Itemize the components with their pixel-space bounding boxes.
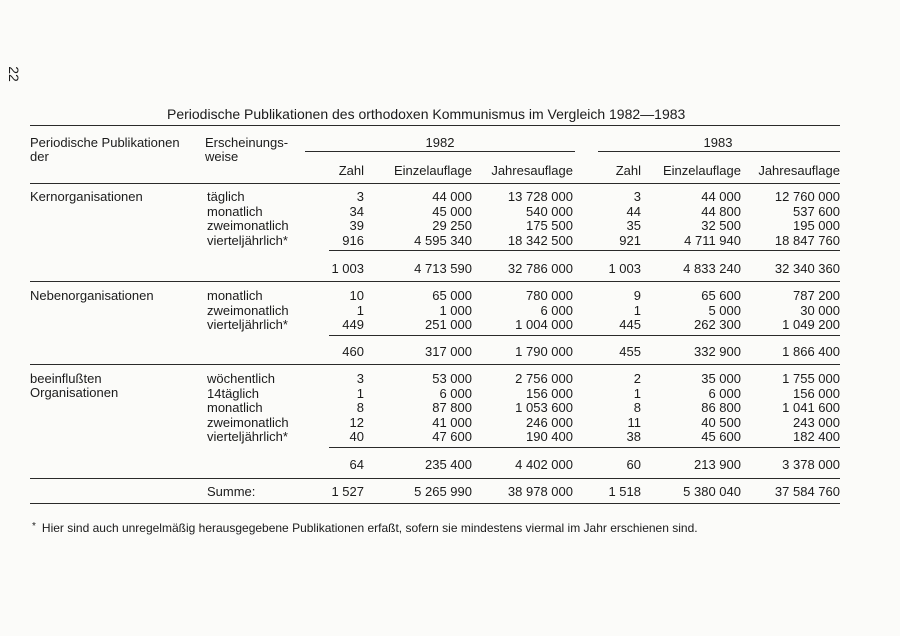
value-cell: 30 000: [800, 302, 840, 318]
value-cell: 18 342 500: [507, 232, 573, 248]
value-cell: 8: [356, 400, 364, 416]
footnote-text: Hier sind auch unregelmäßig herausgegebene Publikationen erfaßt, sofern sie mindestens viermal im Jahr erschienen sind.: [41, 521, 698, 535]
value-cell: 41 000: [432, 414, 472, 430]
summe-value: 5 265 990: [414, 484, 472, 499]
value-cell: 65 600: [701, 288, 741, 303]
value-cell: 53 000: [432, 371, 472, 386]
value-cell: 32 500: [701, 218, 741, 234]
value-cell: 1 049 200: [782, 317, 840, 333]
value-cell: 5 000: [708, 302, 741, 318]
value-cell: 1: [356, 385, 364, 401]
subtotal-cell: 4 713 590: [414, 261, 472, 276]
value-cell: 156 000: [526, 385, 573, 401]
value-cell: 44: [626, 203, 641, 219]
value-cell: 1: [633, 302, 641, 318]
header-einzel-1983: Einzelauflage: [662, 163, 741, 178]
value-cell: 47 600: [432, 429, 472, 445]
summe-bottom-rule: [30, 503, 840, 504]
subtotal-cell: 213 900: [694, 457, 741, 472]
value-cell: 537 600: [793, 203, 840, 219]
value-cell: 40 500: [701, 414, 741, 430]
value-cell: 156 000: [793, 385, 840, 401]
value-cell: 916: [342, 232, 364, 248]
group-name: Nebenorganisationen: [30, 288, 154, 303]
erscheinungsweise-cell: zweimonatlich: [207, 414, 289, 430]
footnote: [32, 521, 698, 535]
value-cell: 40: [349, 429, 364, 445]
header-erscheinungsweise: Erscheinungs- weise: [205, 135, 289, 165]
value-cell: 246 000: [526, 414, 573, 430]
value-cell: 449: [342, 317, 364, 333]
value-cell: 182 400: [793, 429, 840, 445]
value-cell: 251 000: [425, 317, 472, 333]
summe-value: 38 978 000: [507, 484, 573, 499]
summe-top-rule: [30, 478, 840, 479]
page-number: 22: [5, 66, 22, 82]
subtotal-cell: 4 402 000: [515, 457, 573, 472]
value-cell: 2: [633, 371, 641, 386]
value-cell: 262 300: [694, 317, 741, 333]
header-rule: [30, 183, 840, 184]
summe-value: 1 527: [331, 484, 364, 499]
value-cell: 44 800: [701, 203, 741, 219]
value-cell: 243 000: [793, 414, 840, 430]
footnote-marker: *: [32, 521, 36, 532]
subtotal-cell: 455: [619, 344, 641, 359]
summe-label: Summe:: [207, 484, 256, 499]
erscheinungsweise-cell: monatlich: [207, 400, 263, 416]
value-cell: 2 756 000: [515, 371, 573, 386]
value-cell: 45 600: [701, 429, 741, 445]
value-cell: 35 000: [701, 371, 741, 386]
table-title: Periodische Publikationen des orthodoxen Kommunismus im Vergleich 1982—1983: [167, 106, 686, 122]
value-cell: 9: [633, 288, 641, 303]
value-cell: 6 000: [540, 302, 573, 318]
group-name: Kernorganisationen: [30, 189, 143, 204]
erscheinungsweise-cell: monatlich: [207, 288, 263, 303]
header-zahl-1982: Zahl: [338, 163, 364, 178]
erscheinungsweise-cell: 14täglich: [207, 385, 260, 401]
value-cell: 3: [356, 371, 364, 386]
value-cell: 13 728 000: [507, 189, 573, 204]
erscheinungsweise-cell: zweimonatlich: [207, 218, 289, 234]
group-separator-rule: [30, 281, 840, 282]
header-periodische-publikationen: Periodische Publikationen der: [30, 135, 180, 165]
value-cell: 6 000: [439, 385, 472, 401]
erscheinungsweise-cell: zweimonatlich: [207, 302, 289, 318]
group-name: beeinflußten Organisationen: [30, 371, 119, 401]
value-cell: 12 760 000: [774, 189, 840, 204]
summe-value: 37 584 760: [774, 484, 840, 499]
value-cell: 540 000: [526, 203, 573, 219]
value-cell: 4 711 940: [684, 232, 741, 248]
value-cell: 35: [626, 218, 641, 234]
value-cell: 1 000: [439, 302, 472, 318]
value-cell: 780 000: [526, 288, 573, 303]
value-cell: 190 400: [526, 429, 573, 445]
value-cell: 3: [633, 189, 641, 204]
value-cell: 4 595 340: [414, 232, 472, 248]
value-cell: 3: [356, 189, 364, 204]
year-1982-rule: [305, 151, 575, 152]
erscheinungsweise-cell: vierteljährlich*: [207, 232, 288, 248]
value-cell: 86 800: [701, 400, 741, 416]
header-jahres-1982: Jahresauflage: [491, 163, 573, 178]
value-cell: 11: [627, 414, 641, 430]
value-cell: 34: [349, 203, 364, 219]
value-cell: 45 000: [432, 203, 472, 219]
value-cell: 1: [356, 302, 364, 318]
header-zahl-1983: Zahl: [615, 163, 641, 178]
value-cell: 8: [633, 400, 641, 416]
value-cell: 87 800: [432, 400, 472, 416]
subtotal-cell: 1 003: [608, 261, 641, 276]
value-cell: 44 000: [701, 189, 741, 204]
subtotal-cell: 317 000: [425, 344, 472, 359]
subtotal-cell: 32 786 000: [507, 261, 573, 276]
erscheinungsweise-cell: vierteljährlich*: [207, 429, 288, 445]
summe-value: 1 518: [608, 484, 641, 499]
erscheinungsweise-cell: täglich: [207, 189, 245, 204]
subtotal-cell: 1 866 400: [782, 344, 840, 359]
subtotal-rule: [329, 250, 840, 251]
value-cell: 1: [633, 385, 641, 401]
erscheinungsweise-cell: vierteljährlich*: [207, 317, 288, 333]
value-cell: 921: [619, 232, 641, 248]
subtotal-cell: 3 378 000: [782, 457, 840, 472]
value-cell: 1 041 600: [782, 400, 840, 416]
value-cell: 39: [349, 218, 364, 234]
header-year-1983: 1983: [703, 135, 733, 150]
subtotal-cell: 32 340 360: [774, 261, 840, 276]
value-cell: 1 004 000: [515, 317, 573, 333]
value-cell: 18 847 760: [774, 232, 840, 248]
title-rule: [30, 125, 840, 126]
subtotal-cell: 460: [342, 344, 364, 359]
subtotal-cell: 1 003: [331, 261, 364, 276]
subtotal-rule: [329, 447, 840, 448]
value-cell: 1 053 600: [515, 400, 573, 416]
value-cell: 29 250: [432, 218, 472, 234]
group-separator-rule: [30, 364, 840, 365]
value-cell: 65 000: [432, 288, 472, 303]
value-cell: 445: [619, 317, 641, 333]
value-cell: 175 500: [526, 218, 573, 234]
summe-value: 5 380 040: [683, 484, 741, 499]
value-cell: 38: [626, 429, 641, 445]
header-einzel-1982: Einzelauflage: [393, 163, 472, 178]
erscheinungsweise-cell: monatlich: [207, 203, 263, 219]
subtotal-cell: 1 790 000: [515, 344, 573, 359]
header-year-1982: 1982: [425, 135, 455, 150]
value-cell: 787 200: [793, 288, 840, 303]
subtotal-rule: [329, 335, 840, 336]
value-cell: 195 000: [793, 218, 840, 234]
value-cell: 44 000: [432, 189, 472, 204]
subtotal-cell: 4 833 240: [683, 261, 741, 276]
subtotal-cell: 235 400: [425, 457, 472, 472]
year-1983-rule: [598, 151, 840, 152]
value-cell: 12: [349, 414, 364, 430]
erscheinungsweise-cell: wöchentlich: [207, 371, 275, 386]
subtotal-cell: 332 900: [694, 344, 741, 359]
subtotal-cell: 64: [349, 457, 364, 472]
value-cell: 1 755 000: [782, 371, 840, 386]
subtotal-cell: 60: [626, 457, 641, 472]
header-jahres-1983: Jahresauflage: [758, 163, 840, 178]
value-cell: 10: [349, 288, 364, 303]
value-cell: 6 000: [708, 385, 741, 401]
